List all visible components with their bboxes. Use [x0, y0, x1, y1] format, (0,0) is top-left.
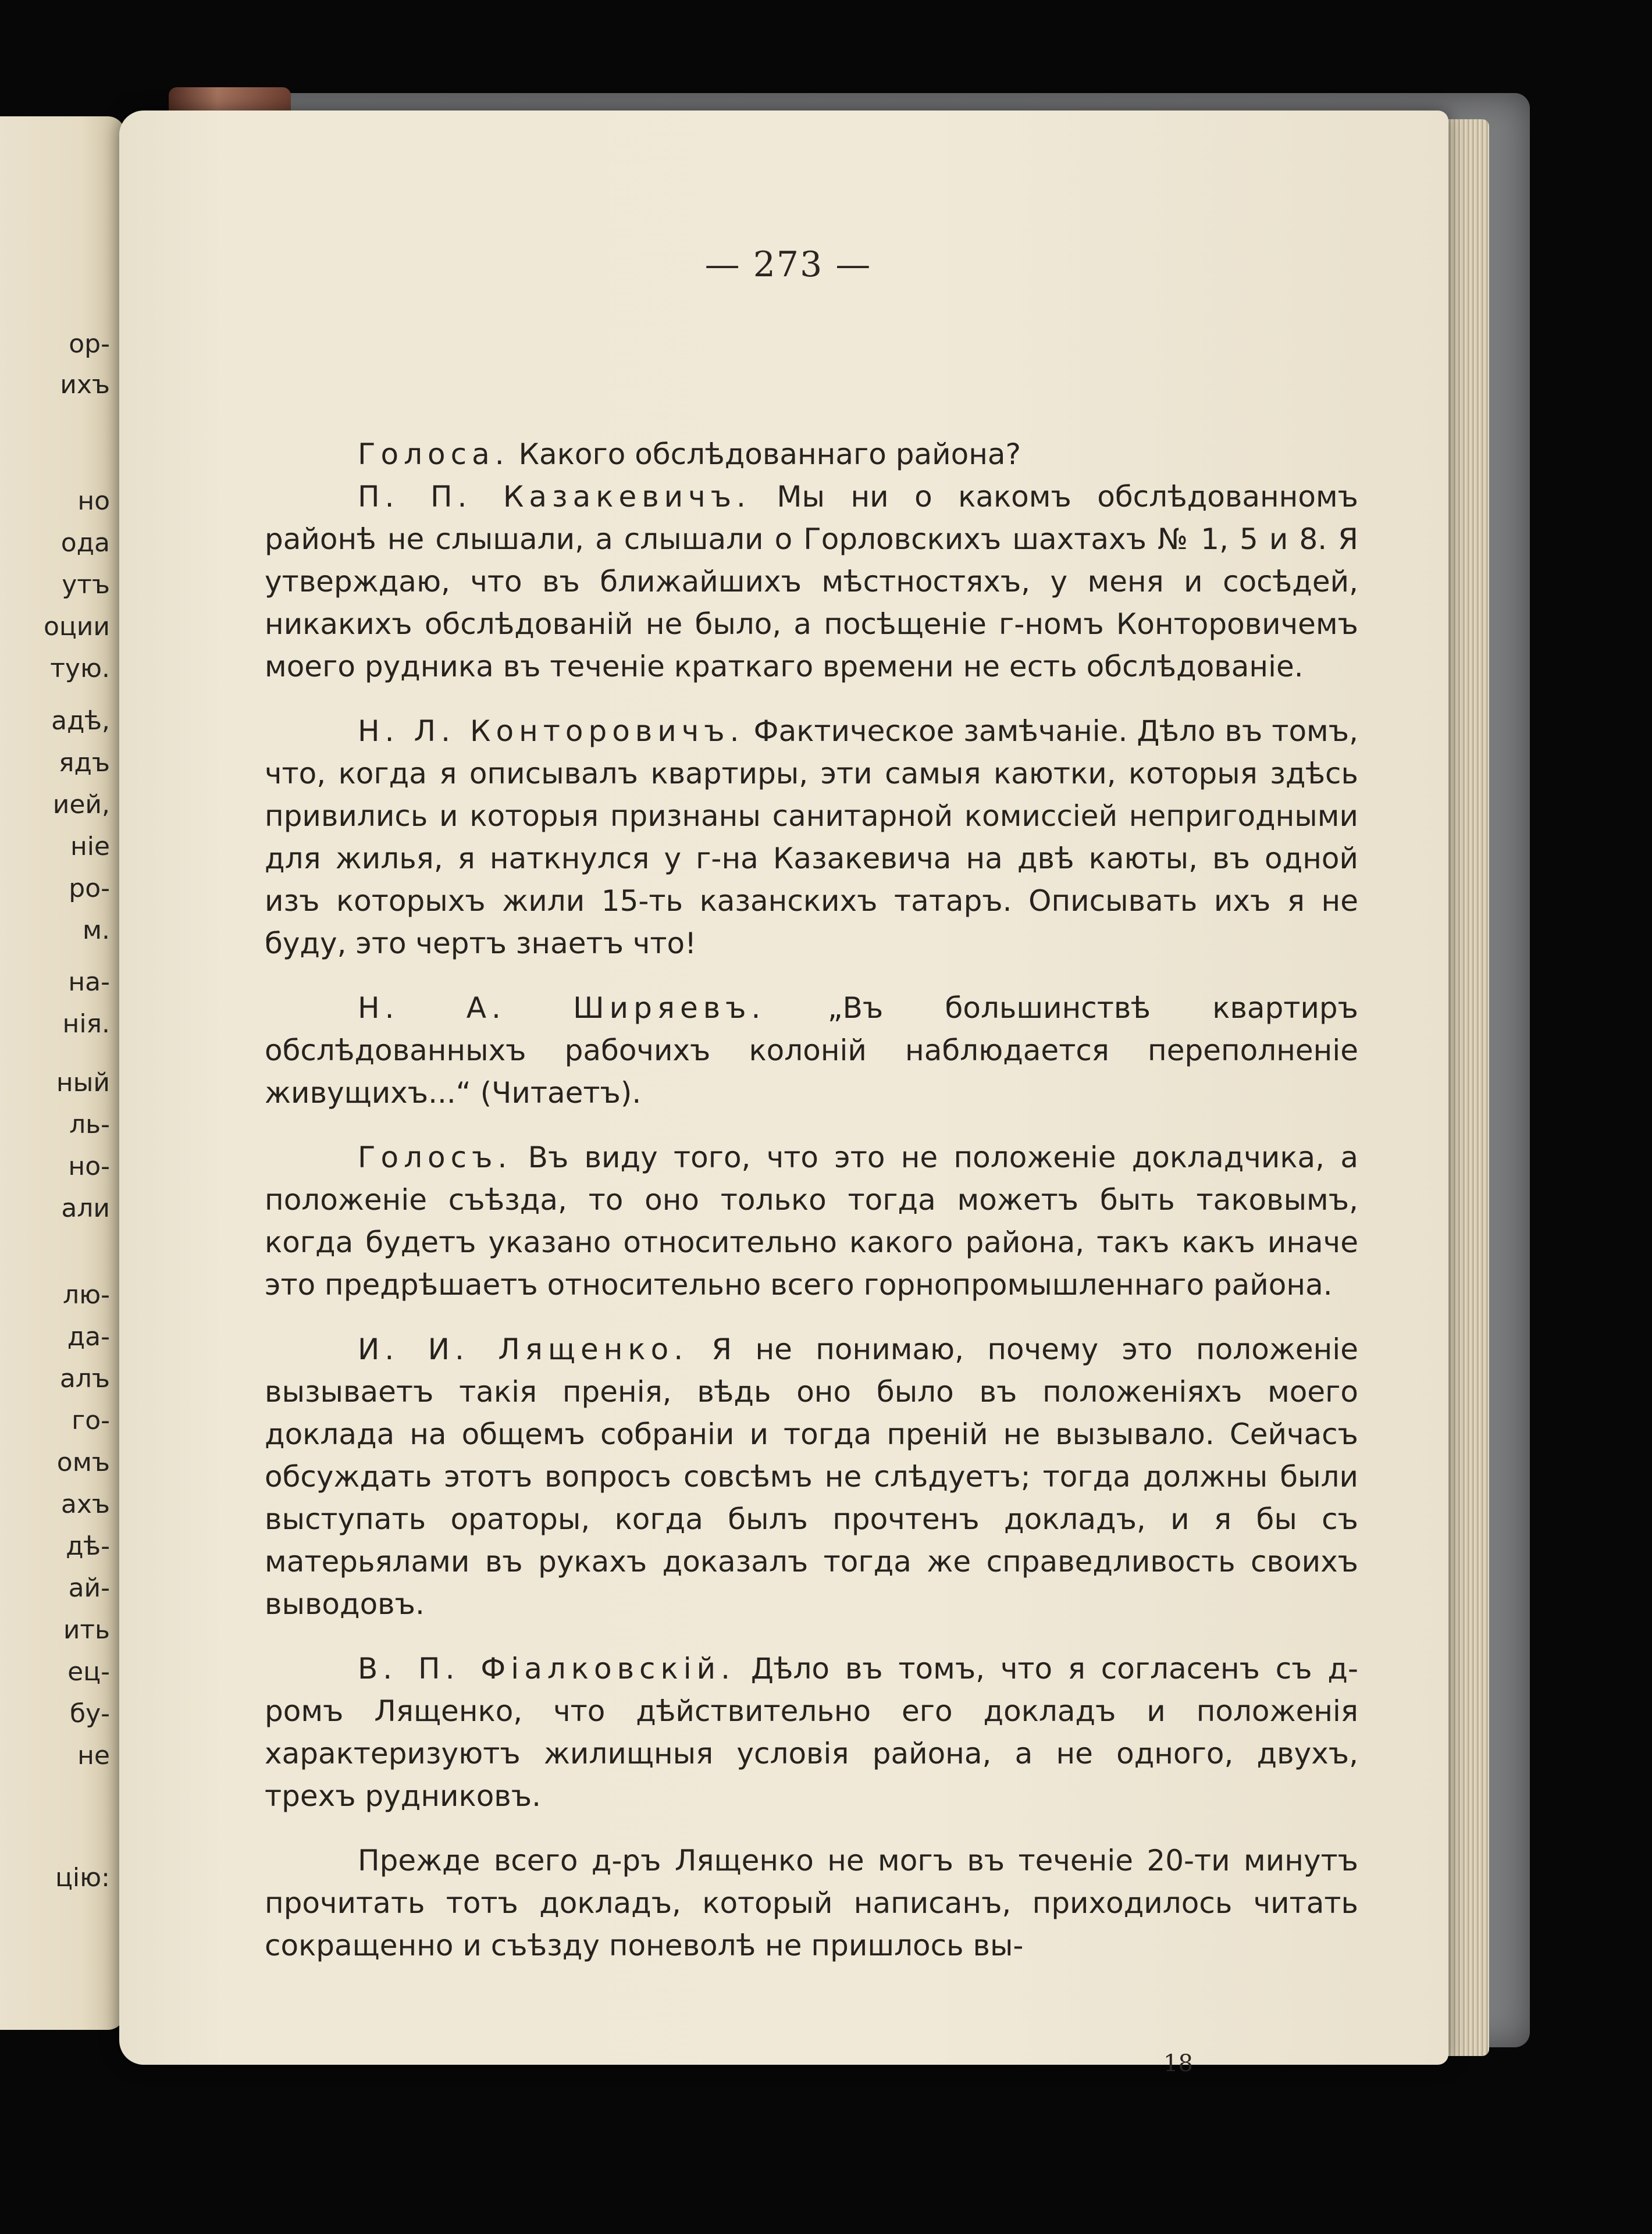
paragraph-text: Въ виду того, что это не положеніе докладчика, а положеніе съѣзда, то оно только тогда можетъ быть таковымъ, когда будетъ указано относительно какого района, такъ какъ иначе это предрѣшаетъ относительно всего горнопромышленнаго района.	[265, 1141, 1358, 1302]
paragraph	[265, 1840, 1358, 1967]
speaker-name: П. П. Казакевичъ.	[358, 480, 751, 514]
page-body	[265, 433, 1358, 1967]
left-page-text: оции	[43, 612, 110, 642]
left-page-text: ный	[56, 1068, 110, 1098]
speaker-name: Голосъ.	[358, 1141, 512, 1174]
left-page-text: нія.	[62, 1009, 110, 1039]
paragraph	[265, 710, 1358, 965]
left-page-text: ніе	[70, 832, 110, 861]
left-page-text: цію:	[55, 1863, 110, 1893]
left-page-text: ро-	[69, 874, 110, 903]
page-number: — 273 —	[704, 244, 872, 285]
left-page-fragment	[0, 116, 125, 2030]
signature-mark: 18	[1163, 2050, 1193, 2077]
left-page-text: но	[77, 486, 110, 516]
left-page-text: лю-	[62, 1280, 110, 1310]
speaker-name: И. И. Лященко.	[358, 1332, 689, 1366]
left-page-text: алъ	[59, 1364, 110, 1394]
book-page	[119, 111, 1448, 2077]
left-page-text: го-	[72, 1406, 110, 1435]
paragraph	[265, 1328, 1358, 1626]
speaker-name: Н. Л. Конторовичъ.	[358, 714, 745, 748]
left-page-text: бу-	[69, 1699, 110, 1729]
left-page-text: не	[77, 1741, 110, 1770]
left-page-text: ихъ	[60, 370, 110, 400]
left-page-text: ией,	[52, 790, 110, 820]
left-page-text: ль-	[69, 1110, 110, 1139]
paragraph	[265, 433, 1358, 476]
left-page-text: на-	[68, 967, 110, 997]
paragraph	[265, 987, 1358, 1114]
paragraph-text: Дѣло въ томъ, что я согласенъ съ д-ромъ Лященко, что дѣйствительно его докладъ и положенія характеризуютъ жилищныя условія района, а не одного, двухъ, трехъ рудниковъ.	[265, 1652, 1358, 1813]
left-page-text: но-	[68, 1152, 110, 1181]
speaker-name: В. П. Фіалковскій.	[358, 1652, 736, 1686]
paragraph-text: Какого обслѣдованнаго района?	[509, 437, 1021, 471]
left-page-text: ец-	[67, 1657, 110, 1687]
paragraph-text: Прежде всего д-ръ Лященко не могъ въ теченіе 20-ти минутъ прочитать тотъ докладъ, который написанъ, приходилось читать сокращенно и съѣзду поневолѣ не пришлось вы-	[265, 1844, 1358, 1962]
paragraph	[265, 1648, 1358, 1818]
left-page-text: ить	[63, 1615, 110, 1645]
paragraph-text: Я не понимаю, почему это положеніе вызываетъ такія пренія, вѣдь оно было въ положеніяхъ моего доклада на общемъ собраніи и тогда преній не вызывало. Сейчасъ обсуждать этотъ вопросъ совсѣмъ не слѣдуетъ; тогда должны были выступать ораторы, когда былъ прочтенъ докладъ, и я бы съ матерьялами въ рукахъ доказалъ тогда же справедливость своихъ выводовъ.	[265, 1332, 1358, 1621]
left-page-text: утъ	[62, 570, 110, 600]
left-page-text: ахъ	[60, 1490, 110, 1519]
left-page-text: тую.	[50, 654, 110, 683]
left-page-text: адѣ,	[51, 706, 110, 736]
speaker-name: Голоса.	[358, 437, 510, 471]
paragraph-text: Мы ни о какомъ обслѣдованномъ районѣ не слышали, а слышали о Горловскихъ шахтахъ № 1, 5 и 8. Я утверждаю, что въ ближайшихъ мѣстностяхъ, у меня и сосѣдей, никакихъ обслѣдованій не было, а посѣщеніе г-номъ Конторовичемъ моего рудника въ теченіе краткаго времени не есть обслѣдованіе.	[265, 480, 1358, 683]
left-page-text: ор-	[69, 329, 110, 359]
left-page-text: дѣ-	[66, 1531, 110, 1561]
left-page-text: ядъ	[59, 748, 110, 778]
paragraph	[265, 1136, 1358, 1306]
speaker-name: Н. А. Ширяевъ.	[358, 991, 766, 1025]
left-page-text: ода	[60, 528, 110, 558]
paragraph-text: Фактическое замѣчаніе. Дѣло въ томъ, что, когда я описывалъ квартиры, эти самыя каютки, которыя здѣсь привились и которыя признаны санитарной комиссіей непригодными для жилья, я наткнулся у г-на Казакевича на двѣ каюты, въ одной изъ которыхъ жили 15-ть казанскихъ татаръ. Описывать ихъ я не буду, это чертъ знаетъ что!	[265, 714, 1358, 960]
paragraph-text: „Въ большинствѣ квартиръ обслѣдованныхъ рабочихъ колоній наблюдается переполненіе живущихъ...“ (Читаетъ).	[265, 991, 1358, 1110]
left-page-text: м.	[82, 915, 110, 945]
left-page-text: ай-	[68, 1573, 110, 1603]
left-page-text: омъ	[56, 1448, 110, 1477]
left-page-text: али	[61, 1193, 110, 1223]
paragraph	[265, 476, 1358, 688]
left-page-text: да-	[67, 1322, 110, 1352]
